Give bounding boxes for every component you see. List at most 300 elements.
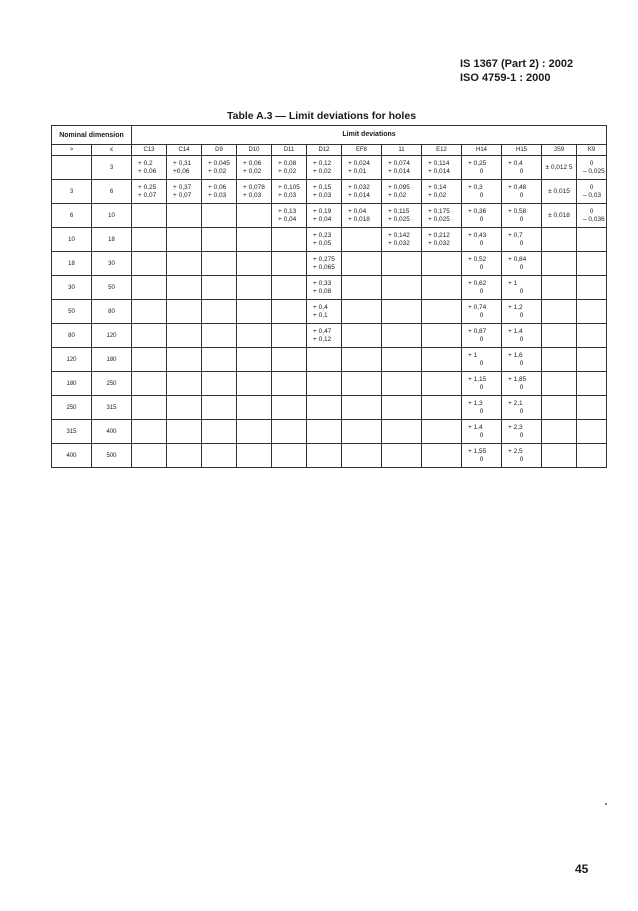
table-row xyxy=(52,156,607,180)
lower-deviation: 0 xyxy=(519,191,524,199)
deviation-cell-h14 xyxy=(462,420,502,444)
deviation-cell-d11 xyxy=(272,156,307,180)
lower-deviation: 0 xyxy=(479,167,484,175)
deviation-cell-h14 xyxy=(462,276,502,300)
lower-deviation: 0 xyxy=(519,431,524,439)
deviation-cell-d9 xyxy=(202,252,237,276)
lower-deviation: + 0,025 xyxy=(388,215,410,223)
lower-deviation: 0 xyxy=(519,455,524,463)
lower-deviation: + 0,02 xyxy=(243,167,262,175)
lower-deviation: + 0,018 xyxy=(348,215,370,223)
deviation-cell-d10 xyxy=(237,204,272,228)
lower-deviation: 0 xyxy=(479,431,484,439)
lower-deviation: 0 xyxy=(519,167,524,175)
table-row xyxy=(52,396,607,420)
deviation-cell-c13 xyxy=(132,252,167,276)
lower-deviation: + 0,03 xyxy=(278,191,297,199)
upper-deviation: + 0,25 xyxy=(468,159,487,167)
lower-deviation: + 0,02 xyxy=(428,191,447,199)
upper-deviation: + 0,212 xyxy=(428,231,450,239)
lower-deviation: + 0,01 xyxy=(348,167,367,175)
deviation-cell-d11 xyxy=(272,396,307,420)
upper-deviation: + 0,15 xyxy=(313,183,332,191)
deviation-cell-c14 xyxy=(167,204,202,228)
deviation-cell-js9 xyxy=(542,252,577,276)
upper-deviation: + 0,33 xyxy=(313,279,332,287)
deviation-cell-11 xyxy=(382,204,422,228)
upper-deviation: + 0,58 xyxy=(508,207,527,215)
nominal-up-to-cell: 500 xyxy=(92,444,132,468)
deviation-cell-d11 xyxy=(272,228,307,252)
deviation-cell-c14 xyxy=(167,252,202,276)
deviation-cell-d11 xyxy=(272,324,307,348)
upper-deviation: + 0,2 xyxy=(138,159,153,167)
deviation-cell-h15 xyxy=(502,300,542,324)
upper-deviation: + 0,095 xyxy=(388,183,410,191)
deviation-cell-11 xyxy=(382,420,422,444)
deviation-cell-js9 xyxy=(542,228,577,252)
deviation-cell-c13 xyxy=(132,444,167,468)
upper-deviation: + 0,4 xyxy=(313,303,328,311)
deviation-cell-e12 xyxy=(422,372,462,396)
lower-deviation: 0 xyxy=(479,455,484,463)
deviation-cell-e12 xyxy=(422,156,462,180)
deviation-cell-c13 xyxy=(132,180,167,204)
table-row xyxy=(52,324,607,348)
nominal-over-cell: 10 xyxy=(52,228,92,252)
upper-deviation: + 1 xyxy=(508,279,518,287)
upper-deviation: + 0,175 xyxy=(428,207,450,215)
lower-deviation: + 0,04 xyxy=(278,215,297,223)
column-header-c14: C14 xyxy=(167,145,202,156)
lower-deviation: 0 xyxy=(479,263,484,271)
deviation-cell-ef8 xyxy=(342,372,382,396)
lower-deviation: + 0,014 xyxy=(348,191,370,199)
deviation-cell-d10 xyxy=(237,228,272,252)
deviation-cell-d9 xyxy=(202,396,237,420)
scan-speck xyxy=(605,803,607,805)
deviation-cell-js9 xyxy=(542,372,577,396)
deviation-cell-h15 xyxy=(502,252,542,276)
upper-deviation: + 0,47 xyxy=(313,327,332,335)
upper-deviation: + 0,23 xyxy=(313,231,332,239)
upper-deviation: + 0,045 xyxy=(208,159,230,167)
nominal-up-to-cell: 10 xyxy=(92,204,132,228)
nominal-over-cell: 6 xyxy=(52,204,92,228)
deviation-cell-ef8 xyxy=(342,300,382,324)
deviation-cell-h14 xyxy=(462,444,502,468)
deviation-cell-c13 xyxy=(132,156,167,180)
lower-deviation: + 0,02 xyxy=(208,167,227,175)
column-header-d12: D12 xyxy=(307,145,342,156)
deviation-cell-11 xyxy=(382,276,422,300)
nominal-up-to-cell: 80 xyxy=(92,300,132,324)
table-title: Table A.3 — Limit deviations for holes xyxy=(227,110,417,122)
deviation-cell-h15 xyxy=(502,228,542,252)
deviation-cell-h15 xyxy=(502,156,542,180)
deviation-cell-ef8 xyxy=(342,180,382,204)
deviation-cell-d9 xyxy=(202,444,237,468)
deviation-cell-k9 xyxy=(577,252,607,276)
deviation-cell-d11 xyxy=(272,420,307,444)
deviation-cell-d12 xyxy=(307,228,342,252)
lower-deviation: + 0,03 xyxy=(313,191,332,199)
upper-deviation: + 2,1 xyxy=(508,399,523,407)
limit-deviations-header: Limit deviations xyxy=(132,126,607,145)
lower-deviation: + 0,07 xyxy=(173,191,192,199)
deviation-cell-d11 xyxy=(272,180,307,204)
lower-deviation: 0 xyxy=(479,383,484,391)
nominal-up-to-cell: 400 xyxy=(92,420,132,444)
upper-deviation: + 1,4 xyxy=(508,327,523,335)
deviation-cell-11 xyxy=(382,156,422,180)
deviation-cell-ef8 xyxy=(342,276,382,300)
table-body xyxy=(52,156,607,468)
column-header-ef8: EF8 xyxy=(342,145,382,156)
table-row xyxy=(52,444,607,468)
deviation-cell-d12 xyxy=(307,324,342,348)
lower-deviation: 0 xyxy=(519,359,524,367)
deviation-cell-k9 xyxy=(577,300,607,324)
upper-deviation: + 1,85 xyxy=(508,375,527,383)
lower-deviation: +0,06 xyxy=(173,167,190,175)
limit-deviations-table xyxy=(51,125,607,468)
upper-deviation: + 0,43 xyxy=(468,231,487,239)
upper-deviation: + 0,115 xyxy=(388,207,410,215)
lower-deviation: – 0,025 xyxy=(583,167,605,175)
lower-deviation: 0 xyxy=(519,335,524,343)
deviation-cell-c13 xyxy=(132,420,167,444)
upper-deviation: 0 xyxy=(589,183,594,191)
column-header-h14: H14 xyxy=(462,145,502,156)
lower-deviation: + 0,02 xyxy=(388,191,407,199)
deviation-cell-h14 xyxy=(462,204,502,228)
deviation-cell-js9 xyxy=(542,276,577,300)
table-row xyxy=(52,204,607,228)
deviation-cell-d10 xyxy=(237,300,272,324)
deviation-cell-k9 xyxy=(577,324,607,348)
deviation-cell-h15 xyxy=(502,396,542,420)
upper-deviation: + 2,3 xyxy=(508,423,523,431)
deviation-cell-e12 xyxy=(422,300,462,324)
deviation-cell-ef8 xyxy=(342,228,382,252)
deviation-cell-k9 xyxy=(577,156,607,180)
lower-deviation: + 0,02 xyxy=(278,167,297,175)
lower-deviation: + 0,08 xyxy=(313,287,332,295)
deviation-cell-d12 xyxy=(307,156,342,180)
table-row xyxy=(52,180,607,204)
deviation-cell-d12 xyxy=(307,396,342,420)
upper-deviation: + 0,06 xyxy=(243,159,262,167)
lower-deviation: + 0,032 xyxy=(388,239,410,247)
deviation-cell-k9 xyxy=(577,444,607,468)
deviation-cell-11 xyxy=(382,180,422,204)
deviation-cell-d9 xyxy=(202,300,237,324)
deviation-cell-h14 xyxy=(462,228,502,252)
deviation-cell-11 xyxy=(382,444,422,468)
upper-deviation: + 0,024 xyxy=(348,159,370,167)
deviation-cell-c13 xyxy=(132,324,167,348)
deviation-cell-d11 xyxy=(272,204,307,228)
deviation-cell-d10 xyxy=(237,420,272,444)
column-header-e12: E12 xyxy=(422,145,462,156)
lower-deviation: + 0,032 xyxy=(428,239,450,247)
deviation-cell-d9 xyxy=(202,180,237,204)
deviation-cell-e12 xyxy=(422,228,462,252)
deviation-cell-d10 xyxy=(237,252,272,276)
column-header-11: 11 xyxy=(382,145,422,156)
deviation-cell-11 xyxy=(382,300,422,324)
upper-deviation: + 1,4 xyxy=(468,423,483,431)
deviation-cell-h14 xyxy=(462,180,502,204)
deviation-cell-d11 xyxy=(272,348,307,372)
deviation-cell-d10 xyxy=(237,324,272,348)
column-header-d9: D9 xyxy=(202,145,237,156)
deviation-cell-ef8 xyxy=(342,348,382,372)
deviation-cell-d9 xyxy=(202,204,237,228)
upper-deviation: + 0,52 xyxy=(468,255,487,263)
upper-deviation: + 0,87 xyxy=(468,327,487,335)
lower-deviation: + 0,065 xyxy=(313,263,335,271)
lower-deviation: + 0,05 xyxy=(313,239,332,247)
nominal-over-cell: 315 xyxy=(52,420,92,444)
upper-deviation: + 0,13 xyxy=(278,207,297,215)
deviation-cell-c13 xyxy=(132,300,167,324)
nominal-up-to-cell: 315 xyxy=(92,396,132,420)
deviation-cell-c14 xyxy=(167,420,202,444)
deviation-cell-11 xyxy=(382,228,422,252)
upper-deviation: + 2,5 xyxy=(508,447,523,455)
deviation-cell-k9 xyxy=(577,420,607,444)
upper-deviation: + 0,06 xyxy=(208,183,227,191)
deviation-cell-d9 xyxy=(202,372,237,396)
deviation-cell-c14 xyxy=(167,324,202,348)
upper-deviation: + 0,7 xyxy=(508,231,523,239)
deviation-cell-d11 xyxy=(272,276,307,300)
deviation-cell-c14 xyxy=(167,276,202,300)
deviation-cell-h14 xyxy=(462,252,502,276)
table-row xyxy=(52,276,607,300)
deviation-cell-h14 xyxy=(462,348,502,372)
deviation-cell-js9 xyxy=(542,396,577,420)
column-header-d10: D10 xyxy=(237,145,272,156)
upper-deviation: + 0,31 xyxy=(173,159,192,167)
deviation-cell-e12 xyxy=(422,276,462,300)
deviation-cell-d10 xyxy=(237,180,272,204)
deviation-cell-e12 xyxy=(422,204,462,228)
deviation-cell-h14 xyxy=(462,324,502,348)
deviation-cell-h15 xyxy=(502,276,542,300)
gt-header: > xyxy=(52,145,92,156)
deviation-cell-d9 xyxy=(202,156,237,180)
deviation-cell-js9 xyxy=(542,180,577,204)
deviation-cell-k9 xyxy=(577,228,607,252)
lower-deviation: + 0,014 xyxy=(388,167,410,175)
lower-deviation: + 0,025 xyxy=(428,215,450,223)
deviation-cell-11 xyxy=(382,348,422,372)
lower-deviation: 0 xyxy=(479,239,484,247)
deviation-cell-d12 xyxy=(307,204,342,228)
deviation-cell-c14 xyxy=(167,228,202,252)
deviation-cell-js9 xyxy=(542,204,577,228)
nominal-up-to-cell: 180 xyxy=(92,348,132,372)
lower-deviation: 0 xyxy=(479,287,484,295)
column-header-h15: H15 xyxy=(502,145,542,156)
upper-deviation: ± 0,018 xyxy=(548,211,570,219)
deviation-cell-d11 xyxy=(272,300,307,324)
upper-deviation: ± 0,012 5 xyxy=(545,163,573,171)
lower-deviation: 0 xyxy=(519,383,524,391)
deviation-cell-e12 xyxy=(422,396,462,420)
upper-deviation: + 1,3 xyxy=(468,399,483,407)
deviation-cell-c14 xyxy=(167,444,202,468)
nominal-up-to-cell: 250 xyxy=(92,372,132,396)
lower-deviation: + 0,12 xyxy=(313,335,332,343)
deviation-cell-11 xyxy=(382,252,422,276)
deviation-cell-ef8 xyxy=(342,156,382,180)
upper-deviation: + 0,36 xyxy=(468,207,487,215)
deviation-cell-e12 xyxy=(422,252,462,276)
deviation-cell-c13 xyxy=(132,396,167,420)
lower-deviation: 0 xyxy=(479,311,484,319)
upper-deviation: + 0,84 xyxy=(508,255,527,263)
upper-deviation: + 0,19 xyxy=(313,207,332,215)
upper-deviation: + 1,55 xyxy=(468,447,487,455)
deviation-cell-d10 xyxy=(237,396,272,420)
deviation-cell-d11 xyxy=(272,372,307,396)
upper-deviation: + 1,2 xyxy=(508,303,523,311)
upper-deviation: + 1,6 xyxy=(508,351,523,359)
deviation-cell-e12 xyxy=(422,420,462,444)
lower-deviation: + 0,04 xyxy=(313,215,332,223)
deviation-cell-k9 xyxy=(577,396,607,420)
nominal-over-cell xyxy=(52,156,92,180)
deviation-cell-e12 xyxy=(422,444,462,468)
lower-deviation: 0 xyxy=(519,215,524,223)
column-header-js9: JS9 xyxy=(542,145,577,156)
nominal-over-cell: 400 xyxy=(52,444,92,468)
deviation-cell-d9 xyxy=(202,276,237,300)
deviation-cell-d9 xyxy=(202,348,237,372)
lower-deviation: 0 xyxy=(479,215,484,223)
deviation-cell-h15 xyxy=(502,180,542,204)
deviation-cell-h15 xyxy=(502,324,542,348)
lower-deviation: 0 xyxy=(519,287,524,295)
deviation-cell-e12 xyxy=(422,180,462,204)
deviation-cell-c13 xyxy=(132,348,167,372)
deviation-cell-k9 xyxy=(577,180,607,204)
nominal-over-cell: 80 xyxy=(52,324,92,348)
deviation-cell-k9 xyxy=(577,276,607,300)
column-header-c13: C13 xyxy=(132,145,167,156)
lower-deviation: 0 xyxy=(519,263,524,271)
deviation-cell-ef8 xyxy=(342,324,382,348)
column-header-d11: D11 xyxy=(272,145,307,156)
deviation-cell-k9 xyxy=(577,204,607,228)
lower-deviation: 0 xyxy=(479,359,484,367)
lower-deviation: + 0,014 xyxy=(428,167,450,175)
deviation-cell-h15 xyxy=(502,372,542,396)
nominal-up-to-cell: 50 xyxy=(92,276,132,300)
table-row xyxy=(52,372,607,396)
nominal-dimension-header: Nominal dimension xyxy=(52,126,132,145)
table-row xyxy=(52,348,607,372)
upper-deviation: + 0,3 xyxy=(468,183,483,191)
deviation-cell-d12 xyxy=(307,252,342,276)
deviation-cell-c14 xyxy=(167,372,202,396)
deviation-cell-h15 xyxy=(502,204,542,228)
upper-deviation: + 0,25 xyxy=(138,183,157,191)
deviation-cell-k9 xyxy=(577,372,607,396)
upper-deviation: + 0,04 xyxy=(348,207,367,215)
lower-deviation: 0 xyxy=(519,239,524,247)
deviation-cell-js9 xyxy=(542,324,577,348)
upper-deviation: + 0,114 xyxy=(428,159,450,167)
deviation-cell-d11 xyxy=(272,252,307,276)
deviation-cell-h14 xyxy=(462,300,502,324)
deviation-cell-d12 xyxy=(307,372,342,396)
deviation-cell-d11 xyxy=(272,444,307,468)
upper-deviation: ± 0,015 xyxy=(548,187,570,195)
deviation-cell-c14 xyxy=(167,348,202,372)
column-header-k9: K9 xyxy=(577,145,607,156)
lower-deviation: 0 xyxy=(479,335,484,343)
deviation-cell-d12 xyxy=(307,180,342,204)
nominal-up-to-cell: 6 xyxy=(92,180,132,204)
deviation-cell-ef8 xyxy=(342,396,382,420)
upper-deviation: + 0,275 xyxy=(313,255,335,263)
upper-deviation: + 0,48 xyxy=(508,183,527,191)
nominal-up-to-cell: 18 xyxy=(92,228,132,252)
deviation-cell-11 xyxy=(382,372,422,396)
lower-deviation: + 0,03 xyxy=(243,191,262,199)
deviation-cell-h14 xyxy=(462,156,502,180)
upper-deviation: + 0,62 xyxy=(468,279,487,287)
lower-deviation: + 0,06 xyxy=(138,167,157,175)
upper-deviation: + 0,078 xyxy=(243,183,265,191)
standard-reference-is: IS 1367 (Part 2) : 2002 xyxy=(460,58,574,70)
lower-deviation: 0 xyxy=(479,191,484,199)
nominal-over-cell: 250 xyxy=(52,396,92,420)
nominal-over-cell: 50 xyxy=(52,300,92,324)
upper-deviation: + 0,105 xyxy=(278,183,300,191)
deviation-cell-h14 xyxy=(462,396,502,420)
upper-deviation: + 1,15 xyxy=(468,375,487,383)
deviation-cell-d9 xyxy=(202,228,237,252)
deviation-cell-d12 xyxy=(307,348,342,372)
deviation-cell-d9 xyxy=(202,420,237,444)
deviation-cell-h15 xyxy=(502,348,542,372)
deviation-cell-ef8 xyxy=(342,204,382,228)
lower-deviation: – 0,036 xyxy=(583,215,605,223)
deviation-cell-js9 xyxy=(542,420,577,444)
upper-deviation: + 0,12 xyxy=(313,159,332,167)
deviation-cell-11 xyxy=(382,324,422,348)
standard-reference-iso: ISO 4759-1 : 2000 xyxy=(460,72,551,84)
nominal-up-to-cell: 3 xyxy=(92,156,132,180)
nominal-over-cell: 18 xyxy=(52,252,92,276)
deviation-cell-c13 xyxy=(132,372,167,396)
deviation-cell-e12 xyxy=(422,348,462,372)
limit-deviations-table-wrapper xyxy=(51,125,605,468)
deviation-cell-d12 xyxy=(307,300,342,324)
nominal-over-cell: 30 xyxy=(52,276,92,300)
upper-deviation: + 1 xyxy=(468,351,478,359)
deviation-cell-js9 xyxy=(542,348,577,372)
table-row xyxy=(52,228,607,252)
nominal-up-to-cell: 30 xyxy=(92,252,132,276)
table-row xyxy=(52,300,607,324)
